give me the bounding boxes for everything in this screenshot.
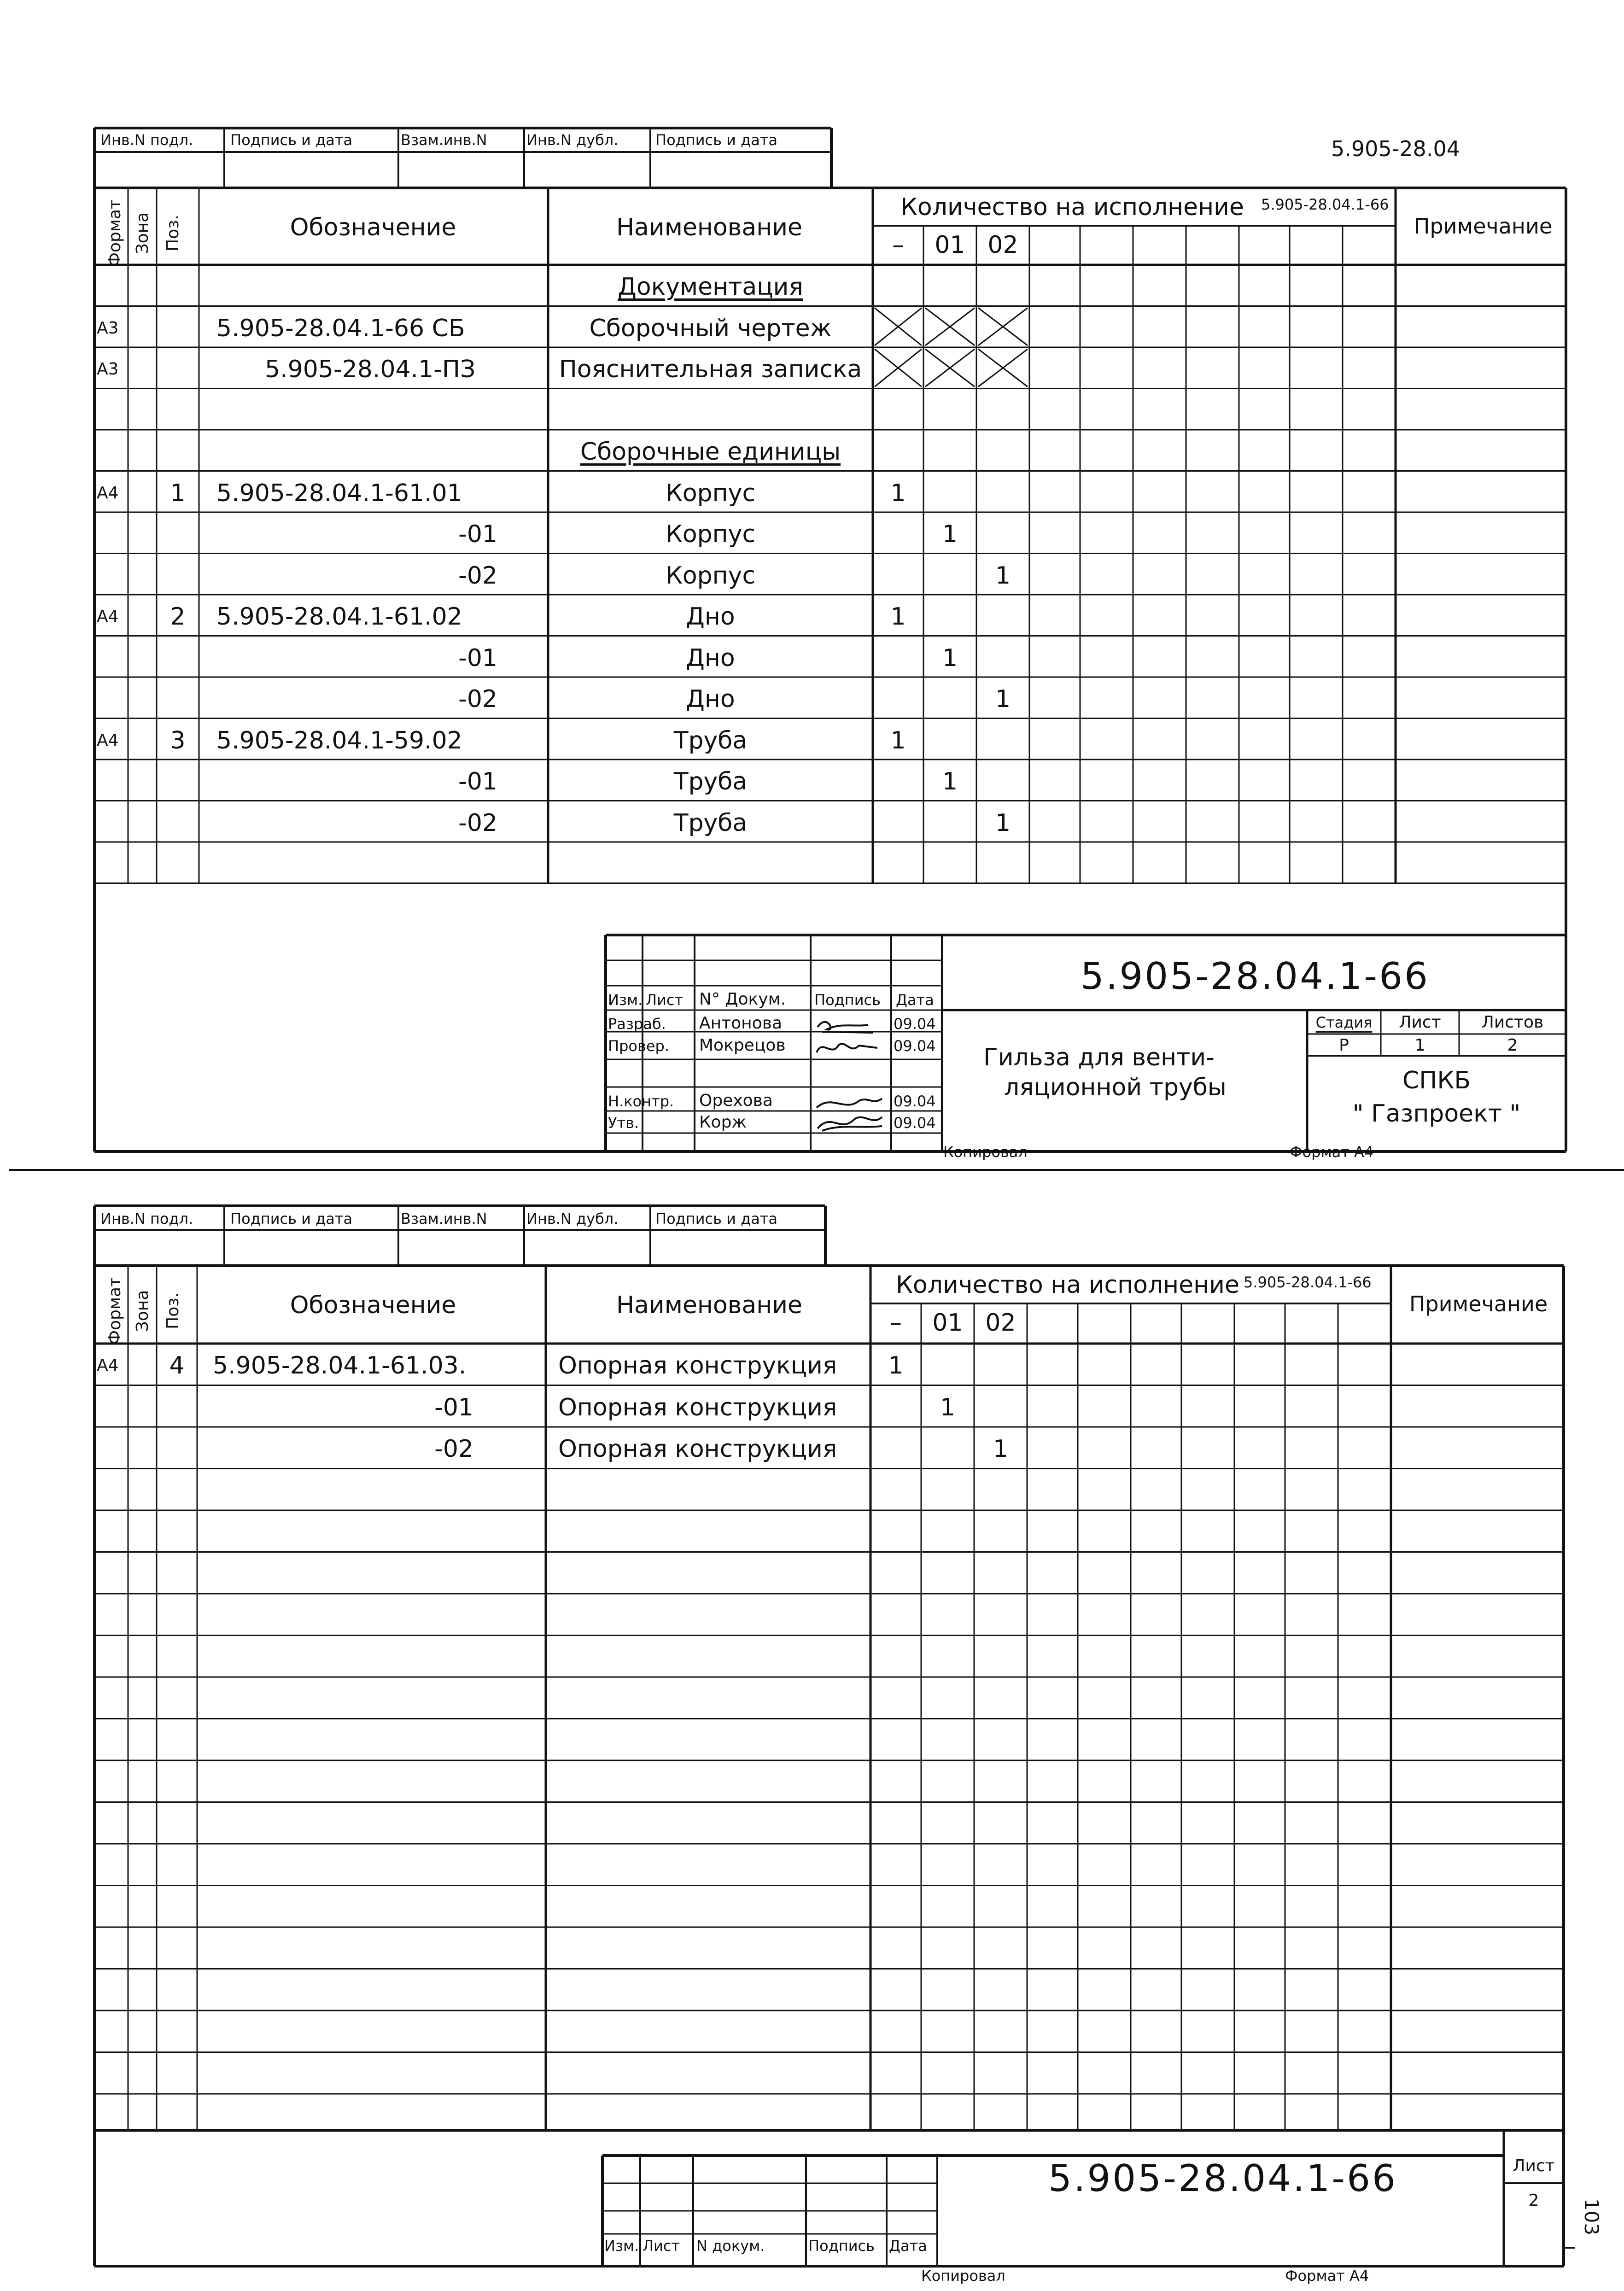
row-qty-01: 1 [942,520,958,548]
row-designation: 5.905-28.04.1-61.02 [216,603,462,631]
header-format: Формат [105,199,124,267]
tb2-col-doc: N докум. [696,2237,765,2255]
stamp-vzam-inv-2: Взам.инв.N [401,1210,487,1227]
header-qty-2: Количество на исполнение [896,1271,1239,1299]
tb2-col-izm: Изм. [604,2237,639,2255]
tb-col-date: Дата [896,991,934,1009]
format-label-2: Формат А4 [1285,2267,1369,2285]
row-qty-01: 1 [940,1393,956,1421]
row-name: Сборочный чертеж [589,314,832,342]
stamp-inv-dubl-2: Инв.N дубл. [526,1210,619,1227]
header-qty-ref-2: 5.905-28.04.1-66 [1244,1274,1372,1291]
header-pos: Поз. [164,215,182,251]
tb-stage-label: Стадия [1315,1014,1373,1031]
tb-stage: Р [1339,1036,1349,1055]
header-designation-2: Обозначение [290,1292,456,1319]
tb-org-line2: " Газпроект " [1352,1100,1521,1128]
signatures-image [813,1013,887,1133]
tb-org-line1: СПКБ [1402,1067,1471,1094]
row-name: Опорная конструкция [558,1435,837,1463]
row-designation: -01 [434,1393,473,1421]
row-designation: -02 [458,809,497,837]
row-name: Труба [673,768,748,795]
row-designation: -01 [458,768,497,795]
header-zone-2: Зона [133,1290,152,1332]
row-format: А4 [97,607,119,626]
tb-col-sign: Подпись [814,991,881,1009]
row-name: Дно [686,644,735,672]
format-label: Формат А4 [1290,1143,1374,1161]
row-name: Пояснительная записка [559,356,862,383]
stamp-sign-date-2-2: Подпись и дата [655,1210,778,1227]
title-doc-code: 5.905-28.04.1-66 [1081,955,1430,998]
row-heading: Сборочные единицы [580,438,841,466]
tb-role-prover: Провер. [608,1037,669,1055]
row-name: Корпус [665,479,756,507]
header-format-2: Формат [105,1277,124,1345]
tb-title-line1: Гильза для венти- [983,1044,1215,1071]
tb-sheet-label: Лист [1399,1013,1441,1032]
row-name: Корпус [665,561,756,590]
sheet-2 [0,1179,1624,2291]
tb2-sheet-label: Лист [1513,2157,1555,2175]
stamp-inv-podl: Инв.N подл. [100,131,193,149]
header-col-02: 02 [987,231,1018,259]
row-pos: 1 [170,479,186,507]
tb-name-prover: Мокрецов [699,1036,786,1055]
row-heading: Документация [618,273,803,301]
tb-title-line2: ляционной трубы [1004,1074,1227,1101]
row-designation: -02 [434,1435,473,1463]
header-col-dash: – [892,231,904,259]
header-note: Примечание [1414,214,1553,239]
row-designation: -01 [458,520,497,548]
stamp-sign-date-2: Подпись и дата [655,131,778,149]
tb-role-razrab: Разраб. [608,1015,666,1033]
doc-code-top: 5.905-28.04 [1331,136,1460,161]
row-qty-dash: 1 [890,479,906,507]
row-designation: 5.905-28.04.1-61.03. [213,1352,467,1379]
header-col-02-2: 02 [985,1309,1016,1337]
tb2-col-sign: Подпись [808,2237,875,2255]
tb-sheets-label: Листов [1481,1013,1544,1032]
copied-label-2: Копировал [921,2267,1005,2285]
tb-date-prover: 09.04 [894,1037,936,1055]
tb2-sheet: 2 [1528,2191,1539,2210]
tb-date-razrab: 09.04 [894,1015,936,1033]
row-format: А3 [97,360,119,379]
tb-date-nkontr: 09.04 [894,1093,936,1110]
row-name: Опорная конструкция [558,1352,837,1379]
row-name: Труба [673,726,748,754]
row-qty-02: 1 [995,685,1011,713]
tb-role-nkontr: Н.контр. [608,1093,674,1110]
row-designation: -01 [458,644,497,672]
tb-col-izm: Изм. [608,991,643,1009]
row-format: А4 [97,483,119,503]
row-qty-01: 1 [942,768,958,795]
sheet-2-grid [0,1179,1624,2291]
header-col-dash-2: – [890,1309,902,1337]
row-name: Труба [673,809,748,837]
tb2-col-list: Лист [643,2237,680,2255]
row-qty-01: 1 [942,644,958,672]
title-doc-code-2: 5.905-28.04.1-66 [1048,2157,1397,2200]
row-qty-02: 1 [995,561,1011,590]
row-designation: 5.905-28.04.1-66 СБ [216,314,465,342]
header-qty: Количество на исполнение [900,193,1244,221]
header-col-01: 01 [935,231,965,259]
header-pos-2: Поз. [164,1292,182,1329]
header-note-2: Примечание [1409,1292,1548,1316]
row-qty-02: 1 [995,809,1011,837]
tb-name-utv: Корж [699,1113,747,1132]
row-name: Дно [686,685,735,713]
copied-label: Копировал [943,1143,1028,1161]
tb2-col-date: Дата [889,2237,927,2255]
header-designation: Обозначение [290,214,456,241]
tb-col-list: Лист [646,991,683,1009]
stamp-inv-dubl: Инв.N дубл. [526,131,619,149]
row-format: А3 [97,318,119,338]
row-format: А4 [97,1356,119,1375]
row-designation: 5.905-28.04.1-59.02 [216,726,462,754]
header-name: Наименование [616,214,803,241]
stamp-vzam-inv: Взам.инв.N [401,131,487,149]
tb-col-doc: N° Докум. [699,990,786,1009]
row-name: Дно [686,603,735,631]
row-designation: 5.905-28.04.1-61.01 [216,479,462,507]
row-qty-dash: 1 [890,726,906,754]
header-zone: Зона [133,212,152,254]
row-name: Корпус [665,520,756,548]
row-pos: 2 [170,603,186,631]
tb-date-utv: 09.04 [894,1114,936,1132]
row-designation: 5.905-28.04.1-ПЗ [265,356,476,383]
stamp-sign-date-1-2: Подпись и дата [230,1210,353,1227]
tb-sheets: 2 [1507,1036,1518,1055]
row-name: Опорная конструкция [558,1393,837,1421]
tb-name-nkontr: Орехова [699,1091,773,1110]
row-qty-dash: 1 [890,603,906,631]
stamp-inv-podl-2: Инв.N подл. [100,1210,193,1227]
row-qty-02: 1 [993,1435,1009,1463]
stamp-sign-date-1: Подпись и дата [230,131,353,149]
tb-name-razrab: Антонова [699,1014,782,1033]
row-qty-dash: 1 [888,1352,904,1379]
row-pos: 3 [170,726,186,754]
header-name-2: Наименование [616,1292,803,1319]
header-col-01-2: 01 [932,1309,963,1337]
page-number: 103 [1580,2198,1603,2236]
row-pos: 4 [169,1352,185,1379]
tb-role-utv: Утв. [608,1114,639,1132]
row-designation: -02 [458,685,497,713]
row-designation: -02 [458,561,497,590]
row-format: А4 [97,731,119,750]
tb-sheet: 1 [1414,1036,1425,1055]
header-qty-ref: 5.905-28.04.1-66 [1261,196,1389,213]
